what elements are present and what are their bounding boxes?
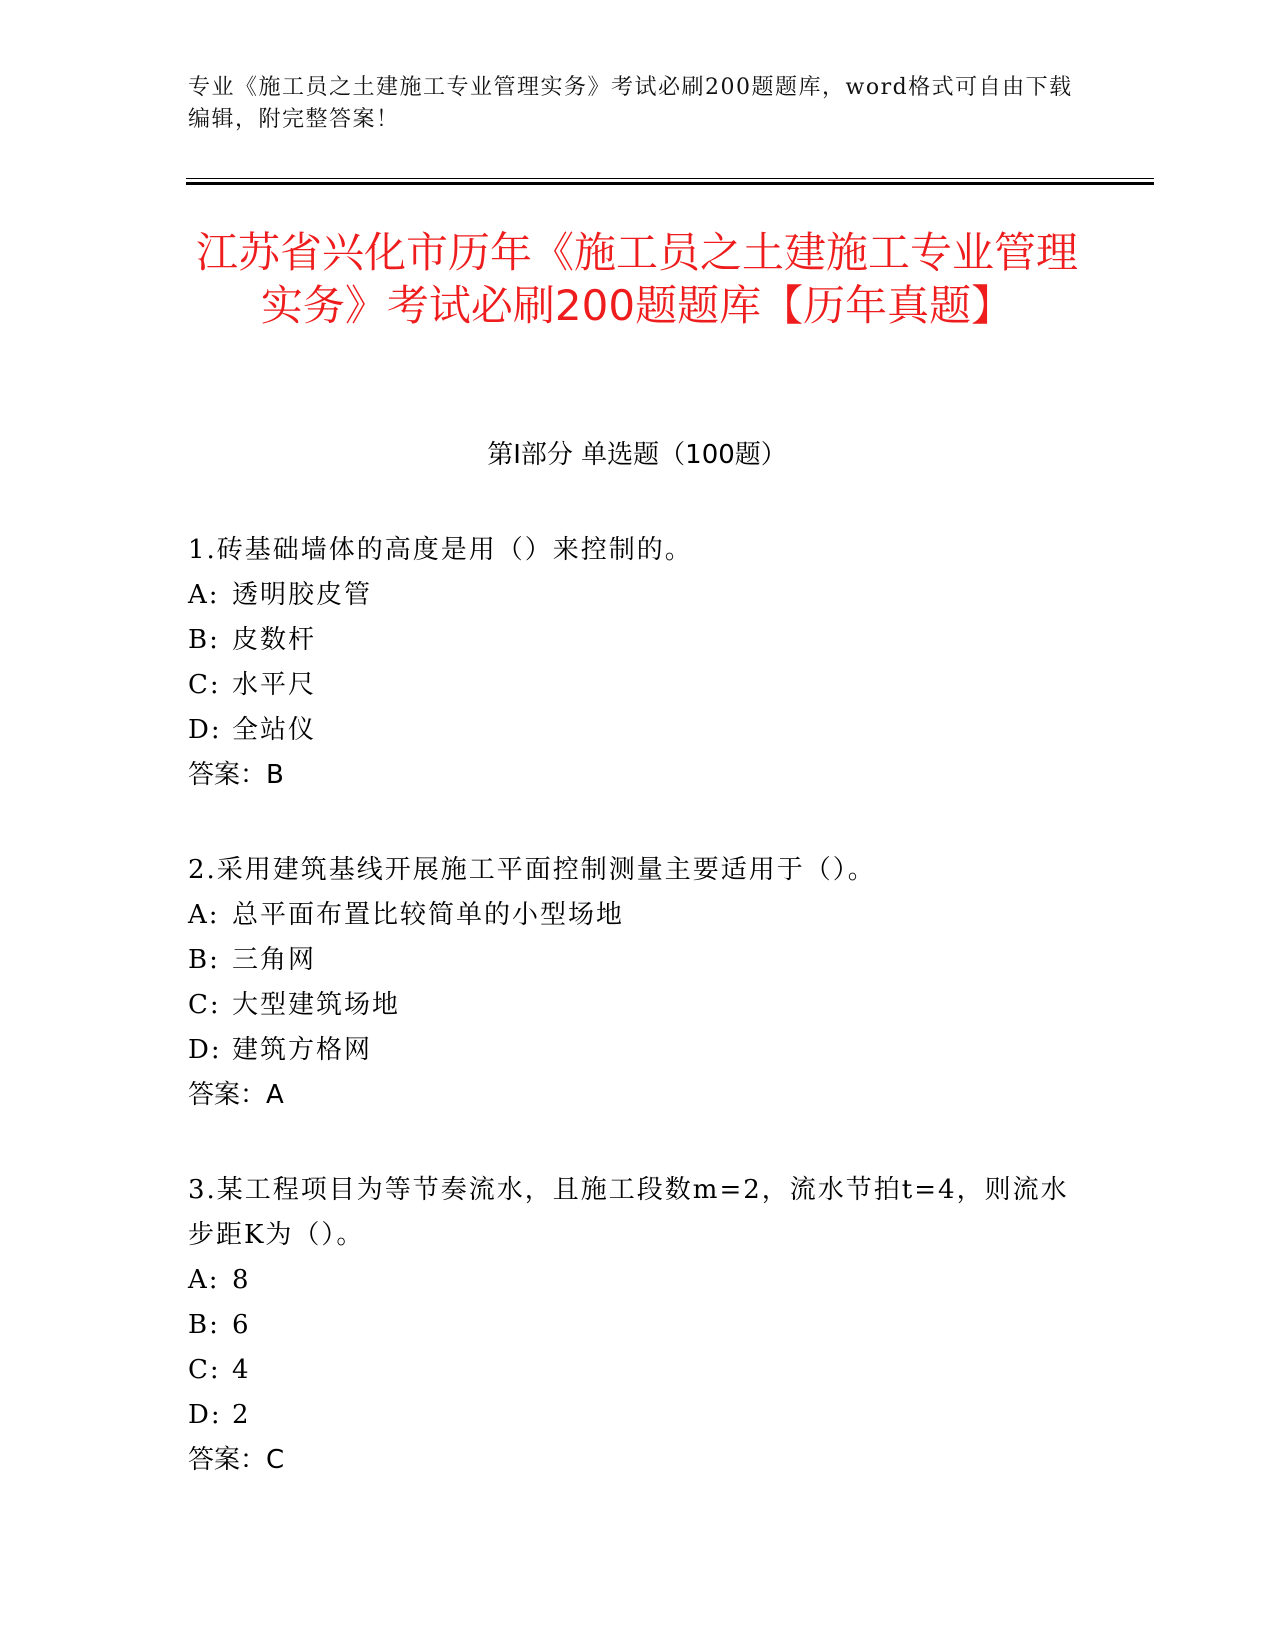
answer: 答案：B: [188, 760, 284, 790]
option-d: [188, 708, 1088, 753]
document-title: 江苏省兴化市历年《施工员之土建施工专业管理实务》考试必刷200题题库【历年真题】: [195, 228, 1078, 330]
header-note: 专业《施工员之土建施工专业管理实务》考试必刷200题题库，word格式可自由下载编辑，附完整答案！: [188, 75, 1073, 132]
answer: 答案：A: [188, 1080, 284, 1110]
option-key: C:: [188, 990, 221, 1020]
option-text: 皮数杆: [232, 625, 317, 655]
option-key: C:: [188, 1355, 221, 1385]
option-d: [188, 1028, 1088, 1073]
option-key: B:: [188, 625, 220, 655]
option-text: 总平面布置比较简单的小型场地: [232, 900, 625, 930]
option-key: D:: [188, 1035, 222, 1065]
option-a: [188, 893, 1088, 938]
option-c: [188, 1348, 1088, 1393]
option-key: B:: [188, 945, 220, 975]
option-text: 8: [232, 1265, 251, 1295]
option-key: A:: [188, 580, 220, 610]
option-text: 水平尺: [232, 670, 317, 700]
question-3: [188, 1168, 1088, 1483]
option-b: [188, 938, 1088, 983]
option-key: D:: [188, 715, 222, 745]
option-key: C:: [188, 670, 221, 700]
option-text: 建筑方格网: [232, 1035, 373, 1065]
question-stem: 3.某工程项目为等节奏流水，且施工段数m=2，流水节拍t=4，则流水步距K为（）。: [188, 1175, 1069, 1250]
option-d: [188, 1393, 1088, 1438]
answer: 答案：C: [188, 1445, 285, 1475]
option-a: [188, 1258, 1088, 1303]
option-text: 透明胶皮管: [232, 580, 373, 610]
question-list: [188, 528, 1088, 1533]
option-c: [188, 983, 1088, 1028]
header-divider-thin: [186, 178, 1154, 179]
option-text: 6: [232, 1310, 251, 1340]
question-2: [188, 848, 1088, 1118]
option-key: B:: [188, 1310, 220, 1340]
option-b: [188, 618, 1088, 663]
question-1: [188, 528, 1088, 798]
option-text: 2: [232, 1400, 251, 1430]
question-stem: 1.砖基础墙体的高度是用（）来控制的。: [188, 535, 693, 565]
option-text: 4: [232, 1355, 251, 1385]
option-b: [188, 1303, 1088, 1348]
option-text: 大型建筑场地: [232, 990, 401, 1020]
section-title: 第I部分 单选题（100题）: [487, 440, 787, 470]
question-stem: 2.采用建筑基线开展施工平面控制测量主要适用于（）。: [188, 855, 876, 885]
option-c: [188, 663, 1088, 708]
option-text: 全站仪: [232, 715, 317, 745]
option-text: 三角网: [232, 945, 317, 975]
option-key: D:: [188, 1400, 222, 1430]
option-key: A:: [188, 1265, 220, 1295]
option-key: A:: [188, 900, 220, 930]
option-a: [188, 573, 1088, 618]
header-divider-thick: [186, 182, 1154, 185]
